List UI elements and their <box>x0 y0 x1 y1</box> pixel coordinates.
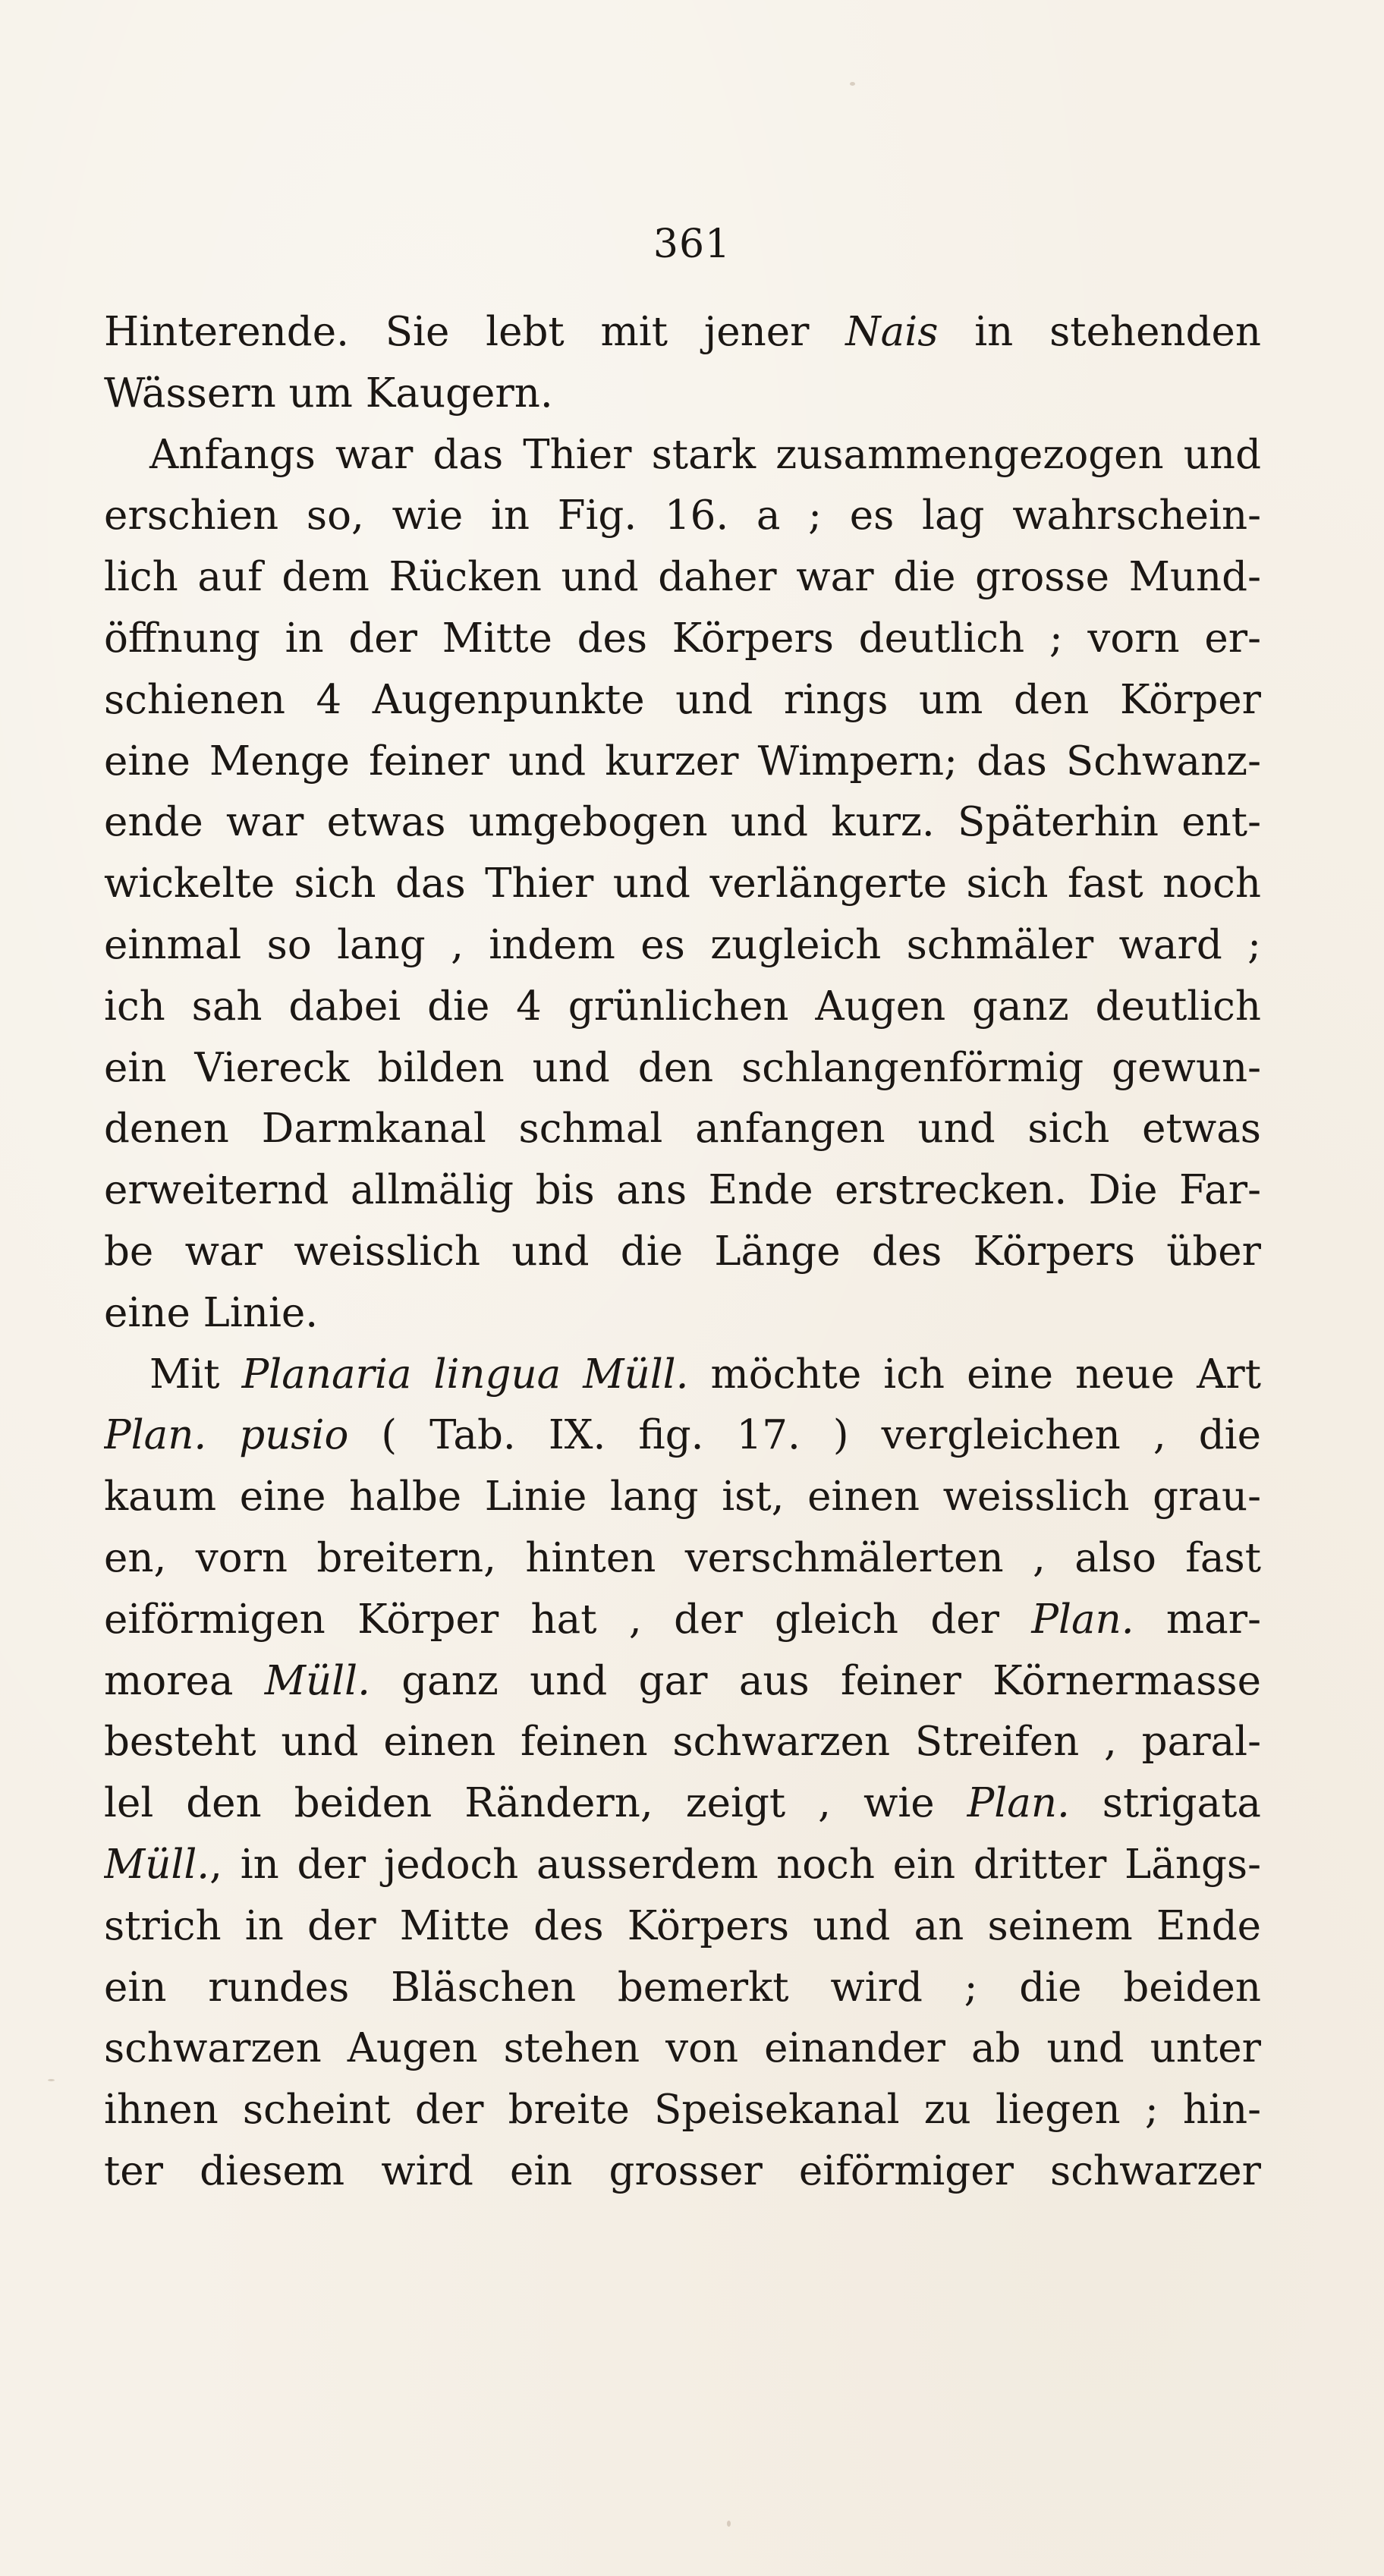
text-line <box>104 1038 1261 1099</box>
text-run: ich sah dabei die 4 grünlichen Augen ganz deutlich <box>104 983 1261 1030</box>
text-line <box>104 1222 1261 1283</box>
text-run: ter diesem wird ein grosser eiförmiger schwarzer <box>104 2147 1261 2194</box>
text-run: ende war etwas umgebogen und kurz. Späterhin ent- <box>104 799 1261 846</box>
text-line <box>104 1099 1261 1160</box>
text-run: strigata <box>1069 1780 1261 1827</box>
paper-speck <box>48 2079 55 2081</box>
text-line <box>104 425 1261 486</box>
text-line <box>104 1283 1261 1345</box>
text-line <box>104 1160 1261 1222</box>
italic-text: Müll. <box>264 1657 370 1704</box>
text-run: eiförmigen Körper hat , der gleich der <box>104 1596 1032 1643</box>
italic-text: Plan. <box>1031 1596 1134 1643</box>
text-line <box>104 1405 1261 1467</box>
text-line <box>104 2018 1261 2080</box>
text-run: öffnung in der Mitte des Körpers deutlich ; vorn er- <box>104 615 1261 662</box>
text-run: ein rundes Bläschen bemerkt wird ; die beiden <box>104 1964 1261 2011</box>
text-line <box>104 1590 1261 1651</box>
text-run: möchte ich eine neue Art <box>688 1351 1261 1398</box>
text-run: ein Viereck bilden und den schlangenförmig gewun- <box>104 1044 1261 1091</box>
text-run: ganz und gar aus feiner Körnermasse <box>370 1657 1261 1704</box>
text-run: mar- <box>1134 1596 1261 1643</box>
text-line <box>104 670 1261 731</box>
text-run: eine Menge feiner und kurzer Wimpern; das Schwanz- <box>104 738 1261 785</box>
text-run: ( Tab. IX. fig. 17. ) vergleichen , die <box>348 1412 1261 1459</box>
paper-speck <box>727 2521 731 2527</box>
text-run: erschien so, wie in Fig. 16. a ; es lag wahrschein- <box>104 492 1261 539</box>
text-run: lel den beiden Rändern, zeigt , wie <box>104 1780 967 1827</box>
text-run: ihnen scheint der breite Speisekanal zu liegen ; hin- <box>104 2087 1261 2134</box>
text-run: erweiternd allmälig bis ans Ende erstrecken. Die Far- <box>104 1167 1261 1214</box>
text-run: denen Darmkanal schmal anfangen und sich etwas <box>104 1106 1261 1153</box>
text-run: einmal so lang , indem es zugleich schmäler ward ; <box>104 921 1261 968</box>
text-run: morea <box>104 1657 265 1704</box>
text-line <box>104 1835 1261 1896</box>
body-text <box>104 302 1261 2203</box>
text-line <box>104 1528 1261 1590</box>
text-run: in stehenden <box>938 309 1261 355</box>
text-line <box>104 854 1261 915</box>
text-line <box>104 1345 1261 1406</box>
text-run: Mit <box>149 1351 242 1398</box>
text-line <box>104 1651 1261 1713</box>
text-run: eine Linie. <box>104 1289 319 1336</box>
text-run: schienen 4 Augenpunkte und rings um den Körper <box>104 676 1261 723</box>
italic-text: Plan. <box>967 1780 1070 1827</box>
text-run: besteht und einen feinen schwarzen Streifen , paral- <box>104 1719 1261 1766</box>
text-line <box>104 363 1261 425</box>
text-run: be war weisslich und die Länge des Körpers über <box>104 1228 1261 1275</box>
italic-text: Nais <box>845 309 939 355</box>
text-line <box>104 1712 1261 1773</box>
text-run: en, vorn breitern, hinten verschmälerten , also fast <box>104 1534 1261 1581</box>
text-line <box>104 547 1261 609</box>
text-line <box>104 486 1261 547</box>
text-run: Wässern um Kaugern. <box>104 370 553 417</box>
text-line <box>104 1896 1261 1958</box>
italic-text: Müll. <box>104 1841 210 1888</box>
italic-text: Plan. pusio <box>104 1412 349 1459</box>
text-run: kaum eine halbe Linie lang ist, einen weisslich grau- <box>104 1474 1261 1521</box>
text-line <box>104 1958 1261 2019</box>
text-run: , in der jedoch ausserdem noch ein dritter Längs- <box>209 1841 1261 1888</box>
text-line <box>104 1773 1261 1835</box>
text-line <box>104 977 1261 1038</box>
paper-speck <box>850 82 855 86</box>
italic-text: Planaria lingua Müll. <box>241 1351 689 1398</box>
text-line <box>104 792 1261 854</box>
text-run: Anfangs war das Thier stark zusammengezogen und <box>149 431 1261 478</box>
text-line <box>104 915 1261 977</box>
text-line <box>104 2080 1261 2141</box>
text-run: strich in der Mitte des Körpers und an seinem Ende <box>104 1902 1261 1949</box>
text-run: lich auf dem Rücken und daher war die grosse Mund- <box>104 554 1261 601</box>
text-run: schwarzen Augen stehen von einander ab und unter <box>104 2025 1261 2072</box>
text-line <box>104 731 1261 793</box>
text-line <box>104 2141 1261 2203</box>
page-number: 361 <box>653 222 731 267</box>
text-run: Hinterende. Sie lebt mit jener <box>104 309 846 355</box>
text-line <box>104 609 1261 670</box>
text-run: wickelte sich das Thier und verlängerte sich fast noch <box>104 860 1261 907</box>
text-line <box>104 302 1261 363</box>
text-line <box>104 1467 1261 1528</box>
